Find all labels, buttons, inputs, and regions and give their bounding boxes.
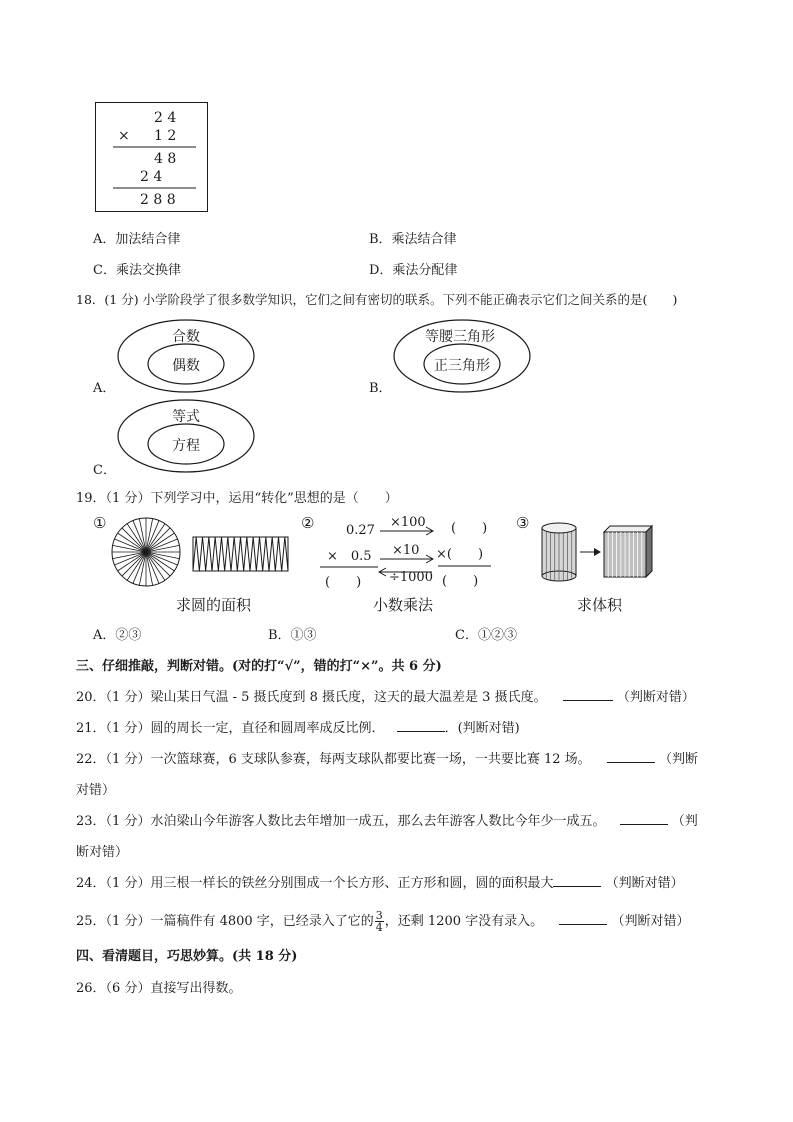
q20-stem: 20．（1 分）梁山某日气温 - 5 摄氏度到 8 摄氏度，这天的最大温差是 3 摄氏度。 <box>76 690 547 705</box>
q18-option-a[interactable]: A． <box>93 381 116 396</box>
q23-line1 <box>76 810 698 829</box>
calc-row4: 2 4 <box>140 169 163 185</box>
calc-row1: 2 4 <box>154 110 177 126</box>
q20-answer-blank[interactable] <box>563 688 613 701</box>
calc-row3: 4 8 <box>154 151 177 167</box>
q26-text: 26．（6 分）直接写出得数。 <box>76 981 242 996</box>
q25-answer-blank[interactable] <box>559 912 607 925</box>
calc-row5: 2 8 8 <box>140 192 176 208</box>
q22-stem: 22．（1 分）一次篮球赛，6 支球队参赛，每两支球队都要比赛一场，一共要比赛 12 场。 <box>76 752 591 767</box>
fig3-caption: 求体积 <box>577 596 623 614</box>
q17-option-c[interactable]: C．乘法交换律 <box>93 263 181 278</box>
fig2-top-number: 0.27 <box>346 523 375 538</box>
fig2-right-xparen: ×( ) <box>436 547 484 562</box>
q18-diagram-c <box>116 398 256 474</box>
q24-tail: （判断对错） <box>605 876 684 891</box>
cuboid-icon <box>604 526 652 577</box>
q23-answer-blank[interactable] <box>620 812 668 825</box>
q24-answer-blank[interactable] <box>553 874 601 887</box>
fig3-number: ③ <box>516 514 530 532</box>
multiplication-box <box>95 102 208 212</box>
q18-b-inner: 正三角形 <box>434 358 490 374</box>
q21-answer-blank[interactable] <box>397 719 445 732</box>
arrow-right-icon <box>594 548 601 556</box>
q21-text <box>76 717 520 736</box>
q24-text <box>76 872 684 891</box>
q18-b-outer: 等腰三角形 <box>425 329 495 345</box>
fig1-number: ① <box>93 514 107 532</box>
section3-heading: 三、仔细推敲，判断对错。(对的打“√”，错的打“×”。共 6 分) <box>76 659 442 674</box>
fig2-right-paren-2: ( ) <box>442 574 479 589</box>
fig2-caption: 小数乘法 <box>373 596 434 614</box>
calc-row2: 1 2 <box>154 128 177 144</box>
q18-a-outer: 合数 <box>172 329 200 345</box>
q22-answer-blank[interactable] <box>607 750 655 763</box>
calc-times-sign: × <box>118 128 130 144</box>
q18-option-c[interactable]: C． <box>93 463 116 478</box>
q23-tail: （判 <box>671 814 698 829</box>
fig2-arrow1-label: ×100 <box>390 515 426 530</box>
fig2-right-paren-1: ( ) <box>451 521 488 536</box>
q19-option-a[interactable]: A．②③ <box>93 628 142 643</box>
q18-c-inner: 方程 <box>172 438 200 454</box>
q20-text <box>76 686 695 705</box>
q18-diagram-b <box>392 318 532 394</box>
q17-option-d[interactable]: D．乘法分配律 <box>369 263 458 278</box>
fig2-number: ② <box>301 514 315 532</box>
zigzag-rectangle-icon <box>193 537 288 571</box>
fig2-result-paren: ( ) <box>325 575 362 590</box>
fig2-arrow3-label: ÷1000 <box>389 570 433 585</box>
q20-tail: （判断对错） <box>616 690 695 705</box>
q19-figures <box>86 510 686 620</box>
q25-numerator: 3 <box>375 909 383 922</box>
q23-stem: 23．（1 分）水泊梁山今年游客人数比去年增加一成五，那么去年游客人数比今年少一成五。 <box>76 814 606 829</box>
q25-stem-end: ，还剩 1200 字没有录入。 <box>384 914 544 929</box>
q17-option-a[interactable]: A．加法结合律 <box>93 232 181 247</box>
q18-a-inner: 偶数 <box>172 358 200 374</box>
q25-tail: （判断对错） <box>611 914 690 929</box>
q22-line1 <box>76 748 698 767</box>
q22-tail: （判断 <box>658 752 698 767</box>
q18-c-outer: 等式 <box>172 409 200 425</box>
q23-line2: 断对错） <box>76 845 129 860</box>
q18-stem: 18．(1 分) 小学阶段学了很多数学知识，它们之间有密切的联系。下列不能正确表示它们之间关系的是( ) <box>76 292 678 307</box>
q19-option-c[interactable]: C．①②③ <box>455 628 517 643</box>
fig2-mid-number: × 0.5 <box>327 549 372 564</box>
fig2-arrow2-label: ×10 <box>392 543 420 558</box>
circle-sectors-icon <box>112 518 180 586</box>
q21-stem: 21．（1 分）圆的周长一定，直径和圆周率成反比例． <box>76 721 385 736</box>
q25-text <box>76 910 689 933</box>
q24-stem: 24．（1 分）用三根一样长的铁丝分别围成一个长方形、正方形和圆，圆的面积最大 <box>76 876 554 891</box>
q19-option-b[interactable]: B．①③ <box>268 628 317 643</box>
q25-fraction <box>375 910 384 933</box>
q21-tail: ．(判断对错) <box>444 721 520 736</box>
q17-option-b[interactable]: B．乘法结合律 <box>369 232 457 247</box>
fig1-caption: 求圆的面积 <box>176 596 252 614</box>
q25-denominator: 4 <box>375 921 383 934</box>
sliced-cylinder-icon <box>542 523 576 581</box>
q18-diagram-a <box>116 318 256 394</box>
q19-stem: 19．（1 分）下列学习中，运用“转化”思想的是（ ） <box>76 491 398 506</box>
section4-heading: 四、看清题目，巧思妙算。(共 18 分) <box>76 949 298 964</box>
q18-option-b[interactable]: B． <box>369 381 392 396</box>
q25-stem: 25．（1 分）一篇稿件有 4800 字，已经录入了它的 <box>76 914 374 929</box>
q22-line2: 对错） <box>76 783 116 798</box>
